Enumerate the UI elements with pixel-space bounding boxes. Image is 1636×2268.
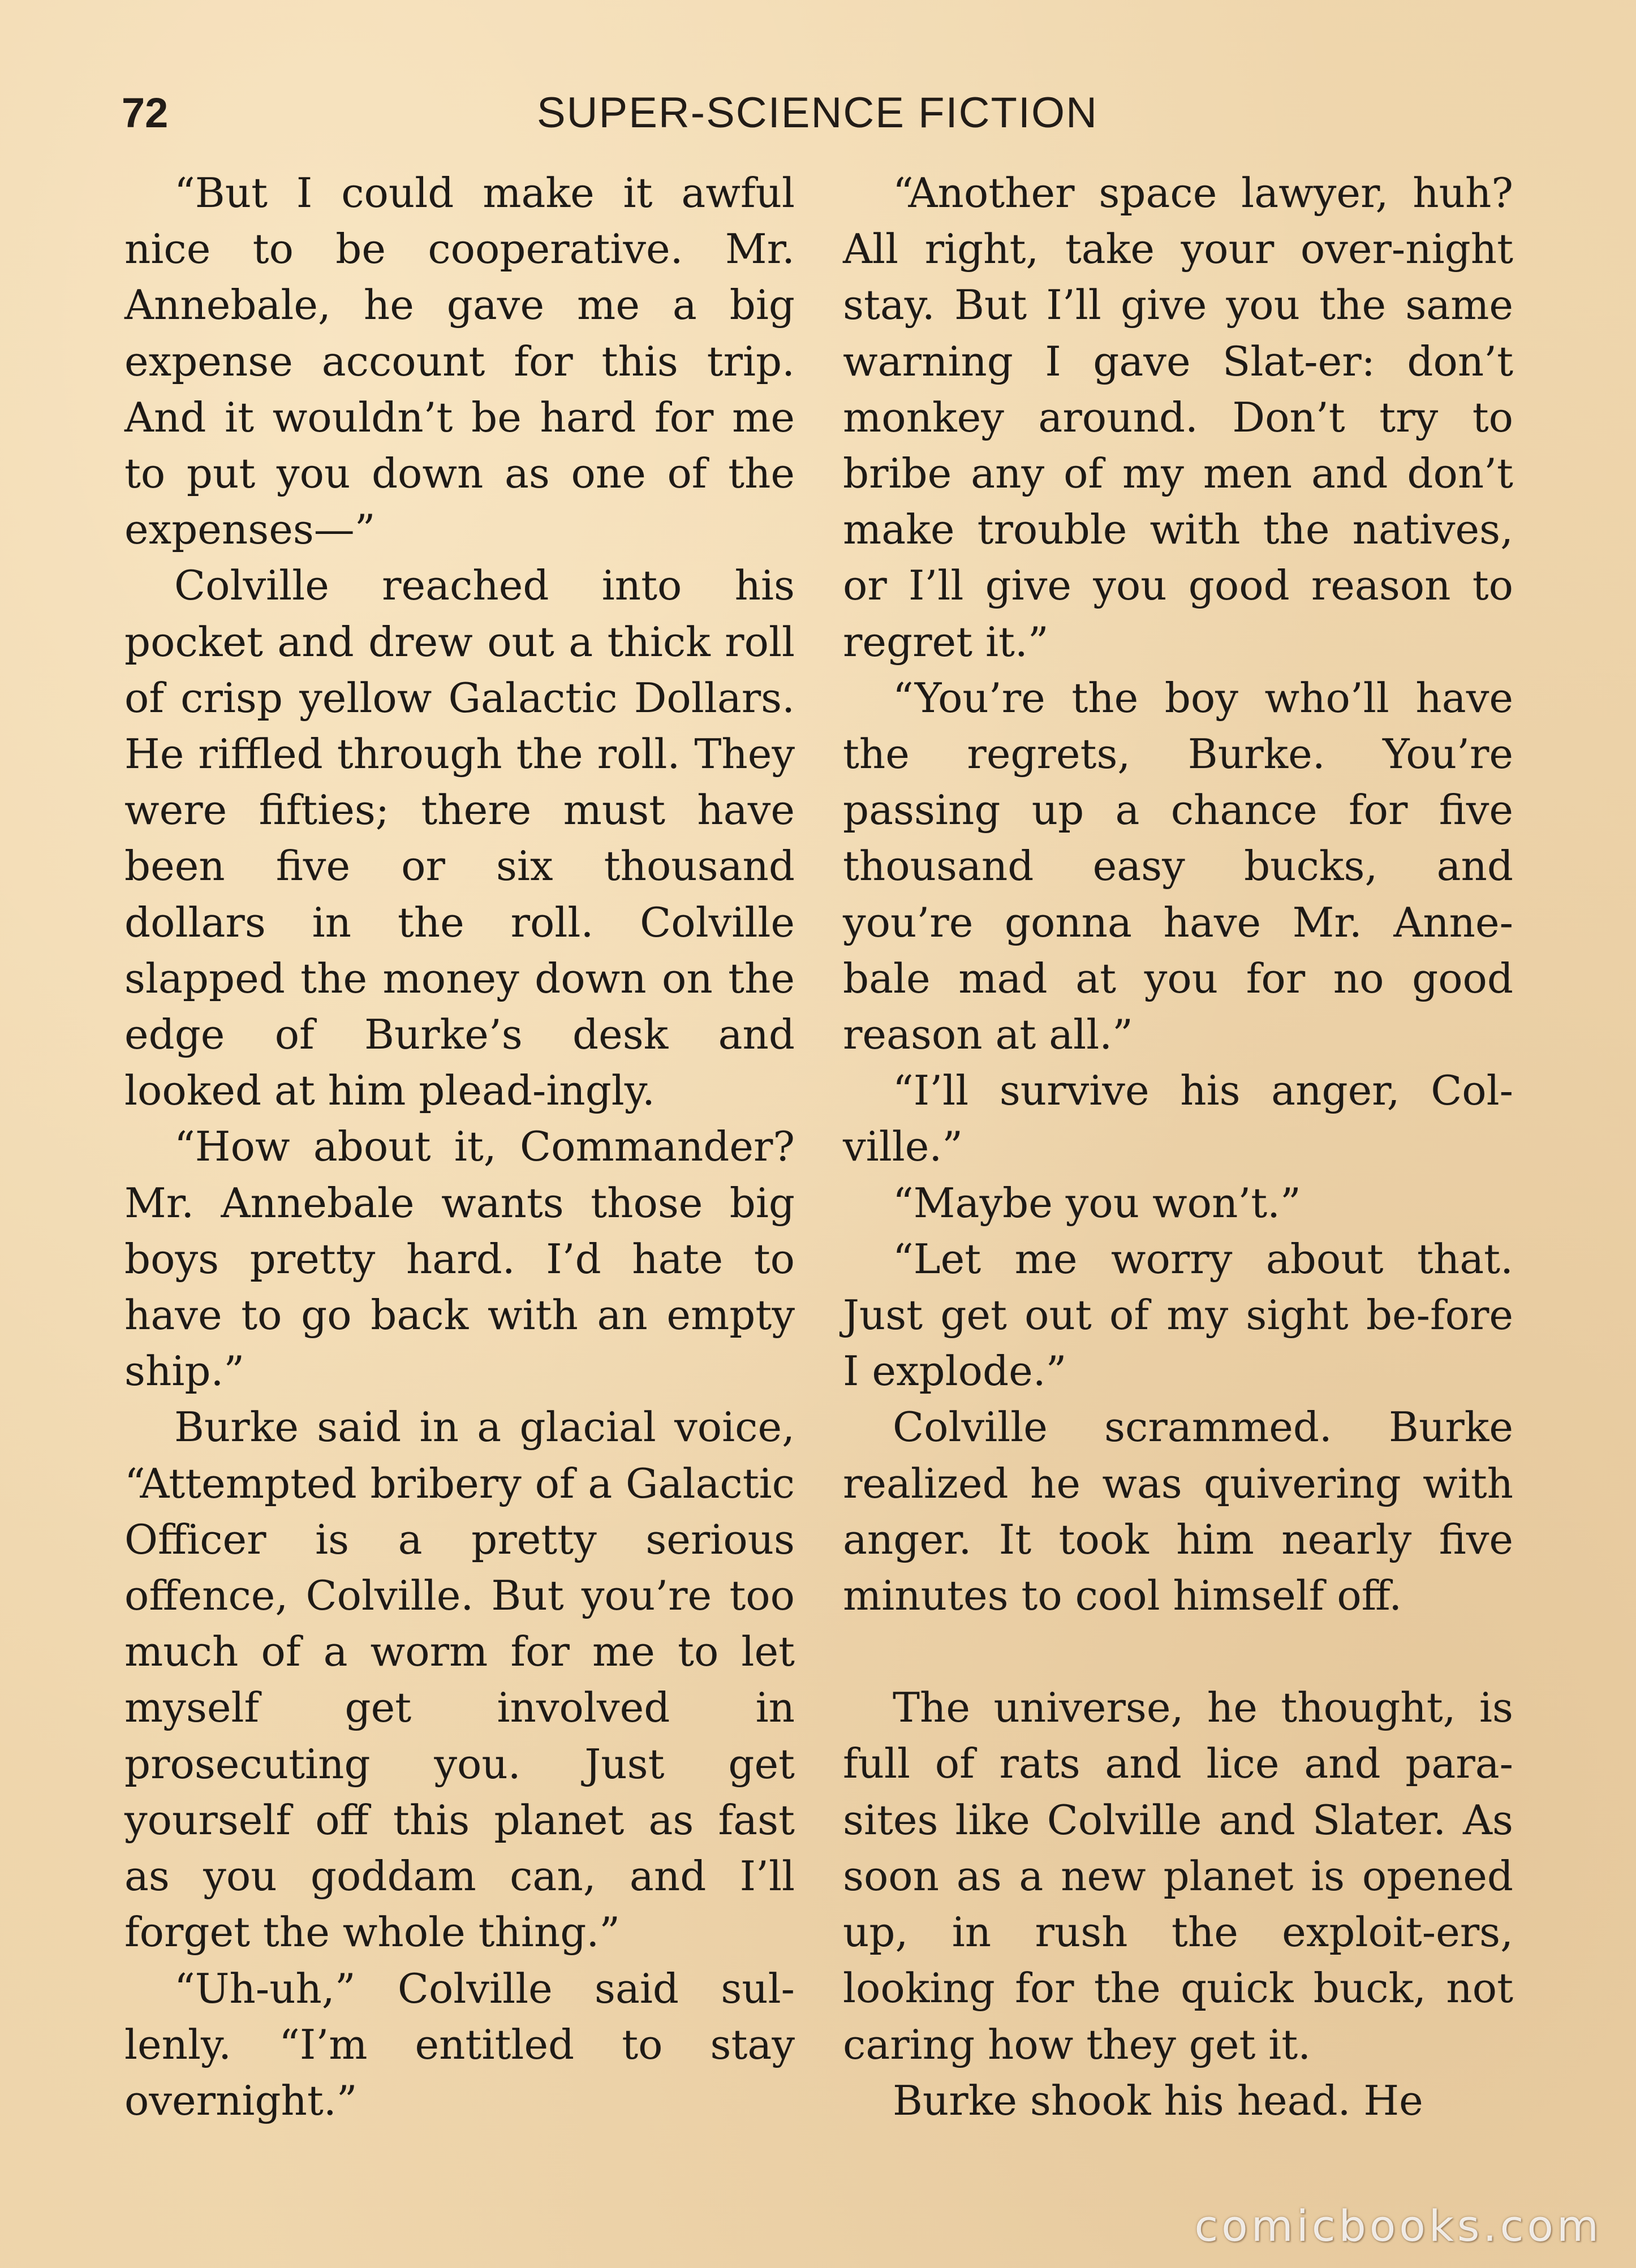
section-break xyxy=(843,1624,1513,1680)
paragraph: “I’ll survive his anger, Col-ville.” xyxy=(843,1067,1513,1171)
site-watermark: comicbooks.com xyxy=(1194,2201,1602,2251)
paragraph: “Let me worry about that. Just get out of my sight be-fore I explode.” xyxy=(843,1235,1513,1395)
paragraph: “But I could make it awful nice to be cooperative. Mr. Annebale, he gave me a big expense account for this trip. And it wouldn’t be hard for me to put you down as one of the expenses—” xyxy=(124,169,795,554)
paragraph: “Another space lawyer, huh? All right, take your over-night stay. But I’ll give you the same warning I gave Slat-er: don’t monkey around. Don’t try to bribe any of my men and don’t make trouble with the natives, or I’ll give you good reason to regret it.” xyxy=(843,169,1513,666)
paragraph: Colville scrammed. Burke realized he was quivering with anger. It took him nearly five minutes to cool himself off. xyxy=(843,1403,1513,1620)
page-number: 72 xyxy=(122,89,169,136)
right-column xyxy=(843,165,1513,2129)
paragraph: The universe, he thought, is full of rats and lice and para-sites like Colville and Slater. As soon as a new planet is opened up, in rush the exploit-ers, looking for the quick buck, not caring how they get it. xyxy=(843,1684,1513,2068)
left-column xyxy=(124,165,795,2129)
paragraph: “How about it, Commander? Mr. Annebale wants those big boys pretty hard. I’d hate to have to go back with an empty ship.” xyxy=(124,1123,795,1395)
paragraph: Burke shook his head. He xyxy=(893,2076,1423,2124)
paragraph: “Uh-uh,” Colville said sul-lenly. “I’m entitled to stay overnight.” xyxy=(124,1964,795,2124)
running-title: SUPER-SCIENCE FICTION xyxy=(536,89,1099,137)
paragraph: “Maybe you won’t.” xyxy=(893,1179,1301,1227)
page-header xyxy=(122,82,1513,144)
paragraph: “You’re the boy who’ll have the regrets, Burke. You’re passing up a chance for five thousand easy bucks, and you’re gonna have Mr. Anne-bale mad at you for no good reason at all.” xyxy=(843,674,1513,1059)
paragraph: Burke said in a glacial voice, “Attempted bribery of a Galactic Officer is a pretty serious offence, Colville. But you’re too much of a worm for me to let myself get involved in prosecuting you. Just get yourself off this planet as fast as you goddam can, and I’ll forget the whole thing.” xyxy=(124,1403,795,1956)
paragraph: Colville reached into his pocket and drew out a thick roll of crisp yellow Galactic Dollars. He riffled through the roll. They were fifties; there must have been five or six thousand dollars in the roll. Colville slapped the money down on the edge of Burke’s desk and looked at him plead-ingly. xyxy=(124,562,795,1115)
